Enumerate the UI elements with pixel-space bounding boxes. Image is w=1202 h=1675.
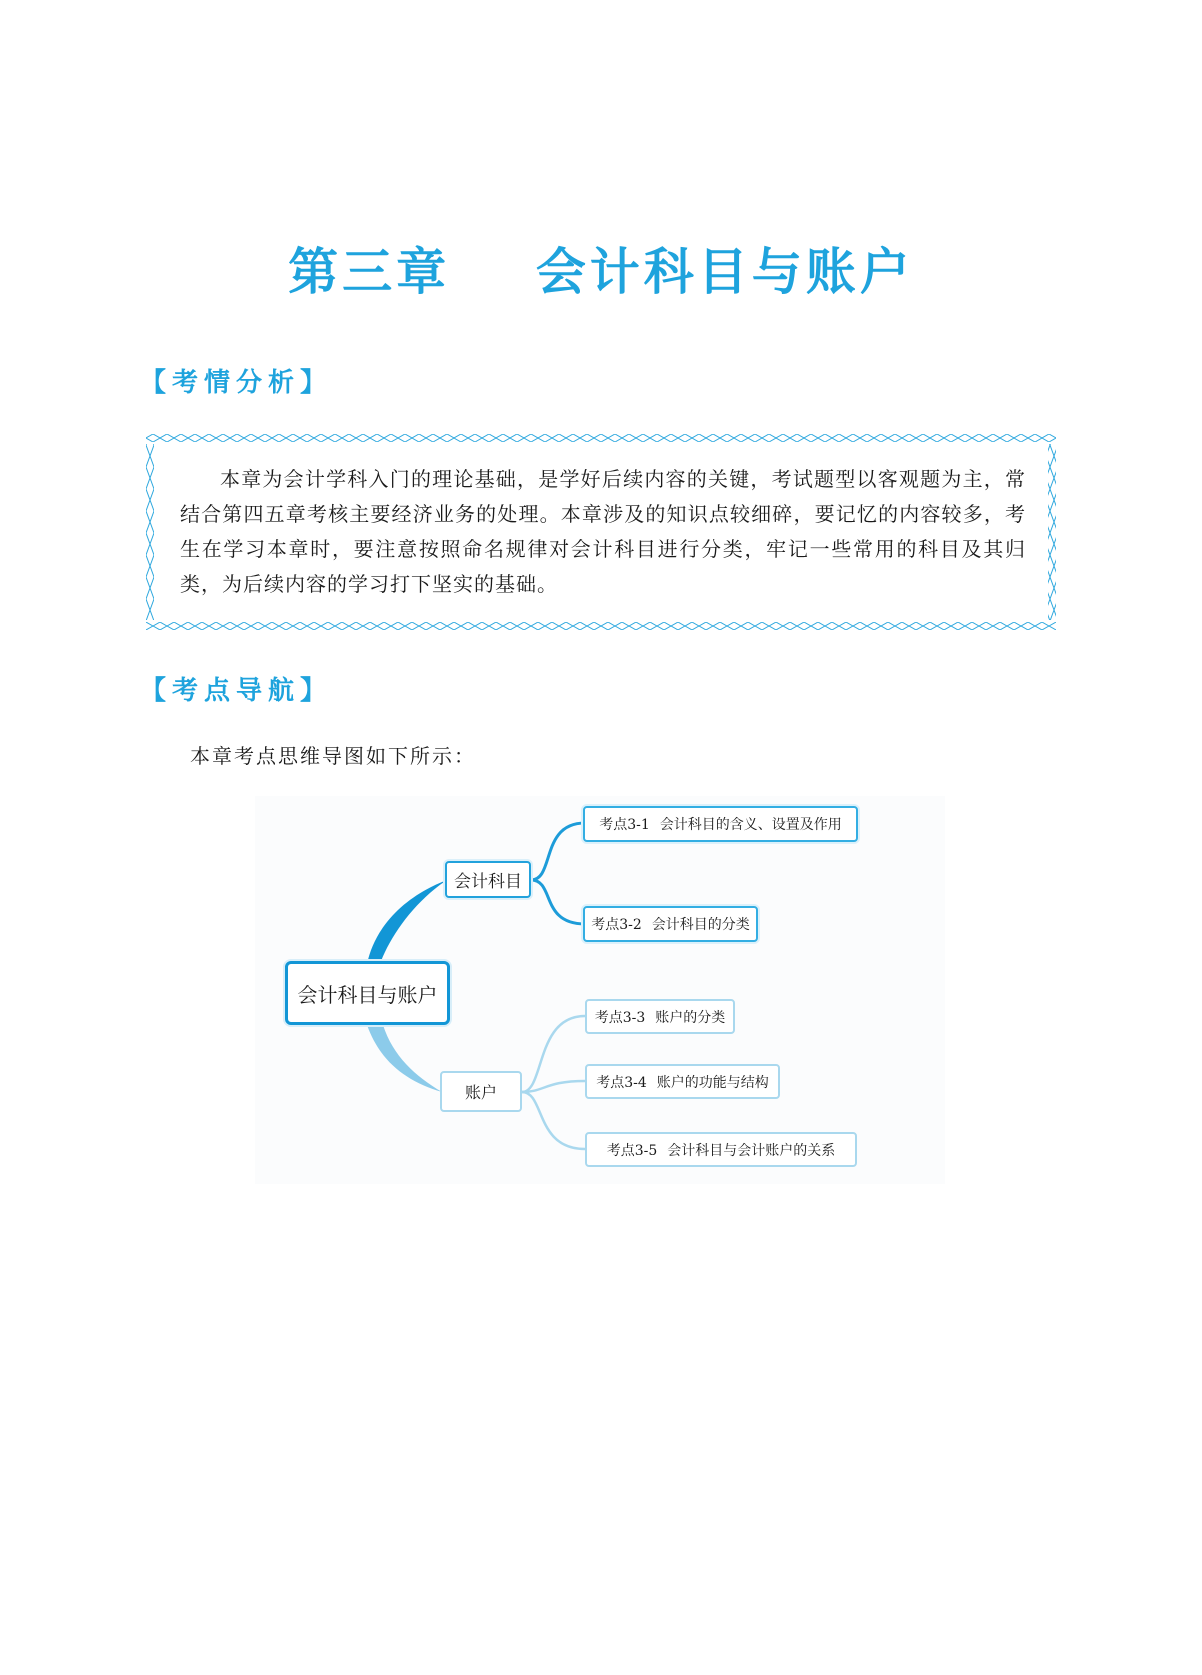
mindmap <box>255 796 945 1184</box>
mindmap-leaf-3-3 <box>585 999 735 1034</box>
leaf-title: 账户的功能与结构 <box>656 1074 769 1091</box>
leaf-title: 会计科目与会计账户的关系 <box>667 1142 836 1159</box>
chapter-number: 第三章 <box>288 243 451 301</box>
leaf-code: 考点3-2 <box>591 917 642 933</box>
leaf-code: 考点3-5 <box>606 1142 658 1159</box>
navigation-heading: 【考点导航】 <box>140 676 333 706</box>
chapter-title <box>0 232 1202 304</box>
mindmap-branch-accounting-subjects: 会计科目 <box>445 861 531 898</box>
mindmap-leaf-3-5 <box>585 1132 857 1167</box>
mindmap-root-node: 会计科目与账户 <box>285 961 450 1025</box>
mindmap-leaf-3-1 <box>583 806 858 842</box>
leaf-code: 考点3-4 <box>596 1074 647 1091</box>
analysis-heading: 【考情分析】 <box>140 368 333 398</box>
connector-branch1-leaf2 <box>531 880 585 924</box>
leaf-code: 考点3-1 <box>599 817 650 833</box>
leaf-title: 会计科目的分类 <box>651 917 750 933</box>
analysis-box <box>146 434 1056 630</box>
connector-branch1-leaf1 <box>531 823 585 880</box>
mindmap-branch-accounts: 账户 <box>440 1071 522 1112</box>
connector-root-branch1 <box>367 880 447 964</box>
connector-branch2-leaf5 <box>522 1092 585 1149</box>
leaf-title: 账户的分类 <box>655 1009 726 1026</box>
chapter-name: 会计科目与账户 <box>535 243 914 301</box>
mindmap-leaf-3-2 <box>583 906 758 942</box>
analysis-paragraph: 本章为会计学科入门的理论基础，是学好后续内容的关键，考试题型以客观题为主，常结合第四五章考核主要经济业务的处理。本章涉及的知识点较细碎，要记忆的内容较多，考生在学习本章时，要注意按照命名规律对会计科目进行分类，牢记一些常用的科目及其归类，为后续内容的学习打下坚实的基础。 <box>180 467 1026 596</box>
mindmap-leaf-3-4 <box>585 1064 780 1099</box>
leaf-title: 会计科目的含义、设置及作用 <box>659 817 842 833</box>
intro-text: 本章考点思维导图如下所示： <box>190 744 476 768</box>
leaf-code: 考点3-3 <box>594 1009 646 1026</box>
connector-root-branch2 <box>367 1025 442 1092</box>
